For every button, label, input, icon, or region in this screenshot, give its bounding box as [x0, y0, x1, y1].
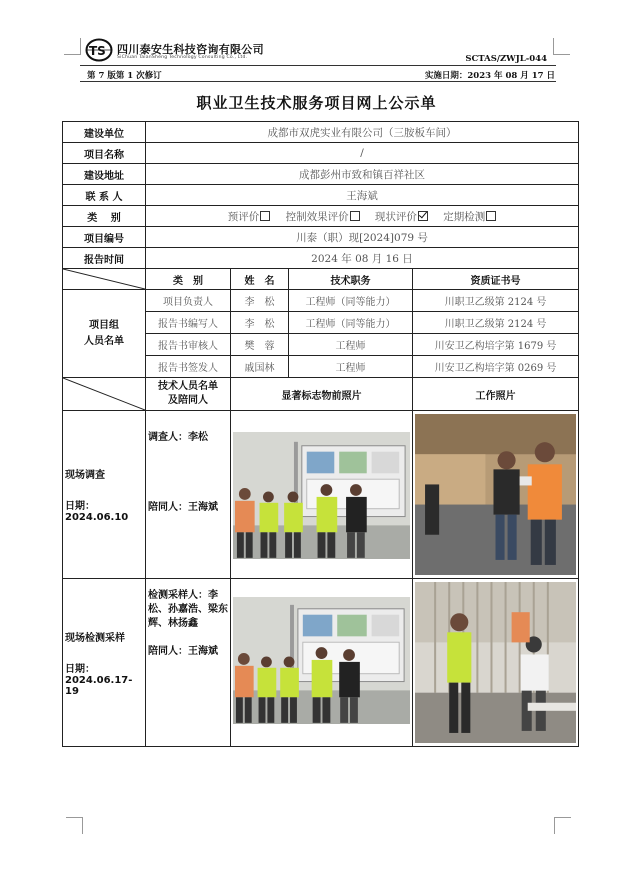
diagonal-line	[63, 378, 145, 410]
project-name-label: 项目名称	[63, 143, 146, 164]
revision-text: 第 7 版第 1 次修订	[87, 71, 162, 81]
unit-value: 成都市双虎实业有限公司（三胺板车间）	[146, 122, 579, 143]
category-checkbox-checked[interactable]	[418, 211, 428, 221]
document-code: SCTAS/ZWJL-044	[465, 54, 547, 64]
diagonal-line	[63, 269, 145, 289]
stage-cell-sampling	[63, 579, 146, 747]
project-name-value: /	[146, 143, 579, 164]
photo-header-sign: 显著标志物前照片	[231, 378, 413, 411]
personnel-name: 戚国林	[231, 356, 289, 378]
personnel-title: 工程师（同等能力）	[289, 290, 413, 312]
work-photo-sampling	[415, 582, 576, 743]
diagonal-cell	[63, 269, 146, 290]
category-checkbox[interactable]	[260, 211, 270, 221]
report-time-value: 2024 年 08 月 16 日	[146, 248, 579, 269]
photo-header-people: 技术人员名单 及陪同人	[146, 378, 231, 411]
document-title: 职业卫生技术服务项目网上公示单	[196, 94, 437, 112]
project-no-value: 川泰（职）现[2024]079 号	[146, 227, 579, 248]
stage-name: 现场检测采样	[65, 632, 125, 644]
escort-text: 陪同人：王海斌	[148, 646, 218, 657]
stage-date: 2024.06.17-19	[65, 674, 133, 697]
personnel-name: 李 松	[231, 312, 289, 334]
sign-photo-sampling	[233, 597, 410, 725]
personnel-header-role: 类 别	[146, 269, 231, 290]
personnel-cert: 川职卫乙级第 2124 号	[413, 312, 579, 334]
sign-photo-cell	[231, 579, 413, 747]
category-option-label: 现状评价	[374, 210, 417, 223]
photo-diagonal-cell	[63, 378, 146, 411]
crop-mark-top-left	[64, 38, 81, 55]
contact-value: 王海斌	[146, 185, 579, 206]
stage-cell-survey	[63, 411, 146, 579]
svg-text:TS: TS	[89, 44, 106, 58]
stage-name: 现场调查	[65, 470, 105, 481]
crop-mark-top-right	[553, 38, 570, 55]
project-no-label: 项目编号	[63, 227, 146, 248]
sampler-text: 检测采样人：李松、孙嘉浩、梁东辉、林扬鑫	[148, 590, 228, 629]
personnel-role: 报告书审核人	[146, 334, 231, 356]
header-rule	[80, 65, 556, 66]
contact-label: 联 系 人	[63, 185, 146, 206]
category-checkbox[interactable]	[350, 211, 360, 221]
personnel-name: 李 松	[231, 290, 289, 312]
personnel-group-label: 项目组 人员名单	[63, 290, 146, 378]
personnel-cert: 川职卫乙级第 2124 号	[413, 290, 579, 312]
personnel-title: 工程师	[289, 356, 413, 378]
personnel-header-cert: 资质证书号	[413, 269, 579, 290]
personnel-role: 报告书编写人	[146, 312, 231, 334]
work-photo-cell	[413, 579, 579, 747]
stage-date-label: 日期：	[65, 663, 95, 675]
category-label: 类 别	[63, 206, 146, 227]
crop-mark-bottom-left	[66, 817, 83, 834]
category-options	[146, 206, 579, 227]
personnel-cert: 川安卫乙构培字第 0269 号	[413, 356, 579, 378]
work-photo-cell	[413, 411, 579, 579]
stage-date-label: 日期：	[65, 501, 95, 512]
company-name: 四川泰安生科技咨询有限公司	[117, 43, 264, 56]
personnel-role: 项目负责人	[146, 290, 231, 312]
crop-mark-bottom-right	[554, 817, 571, 834]
company-name-en: SiChuan TaianSheng Technology Consulting Co., Ltd.	[117, 55, 248, 60]
photo-header-work: 工作照片	[413, 378, 579, 411]
report-time-label: 报告时间	[63, 248, 146, 269]
personnel-header-title: 技术职务	[289, 269, 413, 290]
sign-photo-survey	[233, 432, 410, 560]
investigator-text: 调查人：李松	[148, 432, 208, 443]
category-option-label: 预评价	[227, 210, 260, 223]
category-checkbox[interactable]	[486, 211, 496, 221]
address-label: 建设地址	[63, 164, 146, 185]
work-photo-survey	[415, 414, 576, 575]
personnel-title: 工程师（同等能力）	[289, 312, 413, 334]
category-option-label: 定期检测	[443, 210, 486, 223]
people-cell-survey	[146, 411, 231, 579]
personnel-title: 工程师	[289, 334, 413, 356]
sign-photo-cell	[231, 411, 413, 579]
personnel-name: 樊 蓉	[231, 334, 289, 356]
personnel-header-name: 姓 名	[231, 269, 289, 290]
category-option-label: 控制效果评价	[285, 210, 349, 223]
company-logo	[85, 38, 113, 62]
address-value: 成都彭州市致和镇百祥社区	[146, 164, 579, 185]
personnel-role: 报告书签发人	[146, 356, 231, 378]
unit-label: 建设单位	[63, 122, 146, 143]
people-cell-sampling	[146, 579, 231, 747]
personnel-cert: 川安卫乙构培字第 1679 号	[413, 334, 579, 356]
escort-text: 陪同人：王海斌	[148, 502, 218, 513]
publicity-table	[62, 121, 579, 747]
effective-date: 实施日期：2023 年 08 月 17 日	[424, 71, 555, 81]
stage-date: 2024.06.10	[65, 512, 129, 523]
header-rule-bottom	[80, 81, 556, 82]
